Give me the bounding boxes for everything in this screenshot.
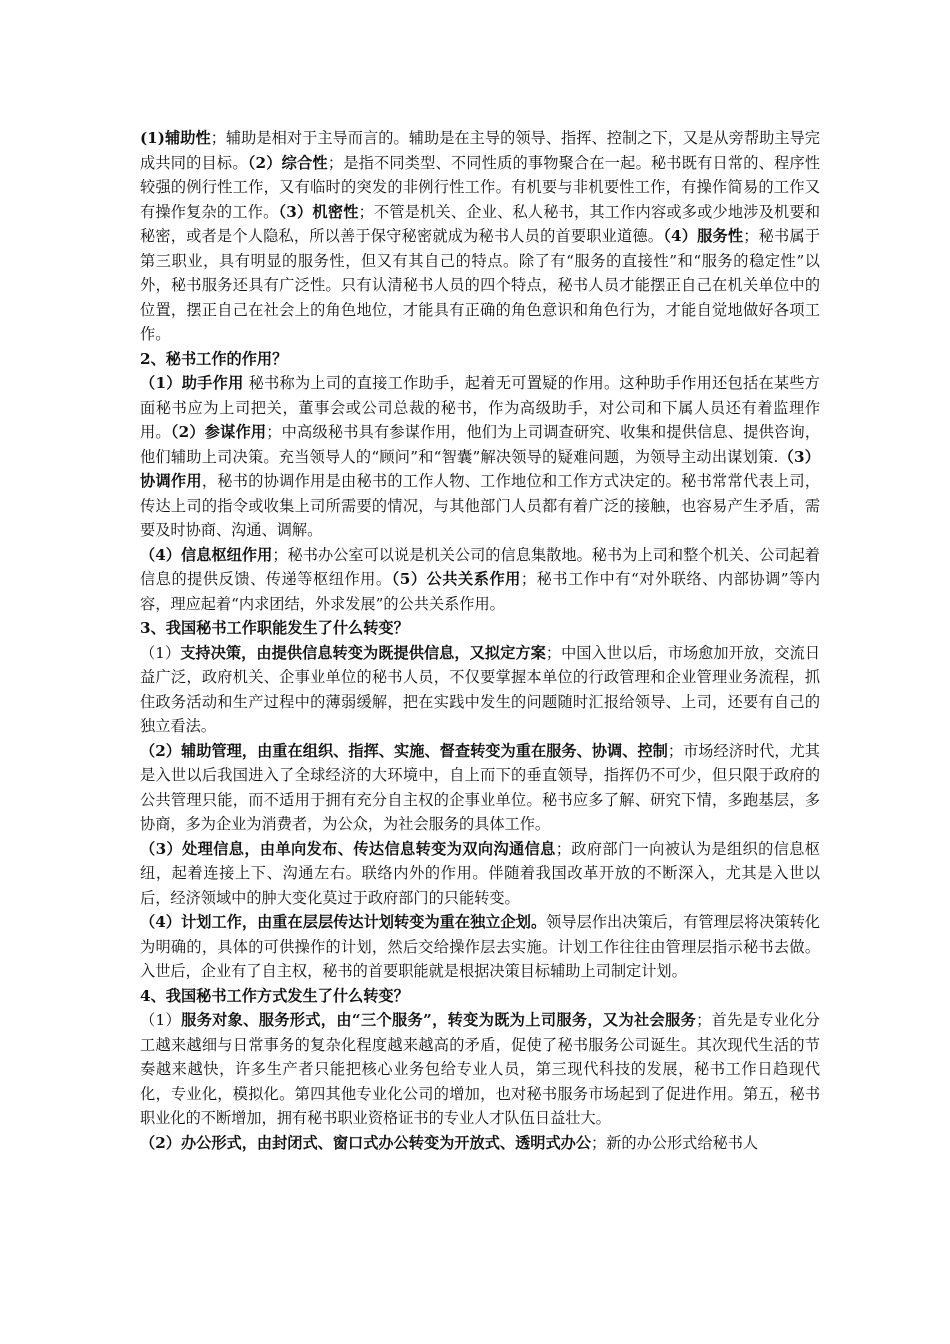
body-text: 领导层作出决策后，有管理层将决策转化为明确的，具体的可供操作的计划，然后交给操作层去实施。计划工作往往由管理层指示秘书去做。入世后，企业有了自主权，秘书的首要职能就是根据决策目标辅助上司制定计划。 xyxy=(140,913,820,980)
body-text: （1） xyxy=(140,1011,182,1029)
body-text: ；秘书工作中有“对外联络、内部协调”等内容，理应起着“内求团结，外求发展”的公共关系作用。 xyxy=(140,570,821,613)
bold-term: （3）协调作用 xyxy=(140,447,820,490)
bold-term: （4）信息枢纽作用 xyxy=(140,545,273,564)
bold-term: （1）助手作用 xyxy=(140,374,244,392)
bold-term: 支持决策，由提供信息转变为既提供信息，又拟定方案 xyxy=(180,643,546,662)
paragraph xyxy=(140,910,820,984)
body-text: ；秘书属于第三职业，具有明显的服务性，但又有其自己的特点。除了有“服务的直接性”和“服务的稳定性”以外，秘书服务还具有广泛性。只有认清秘书人员的四个特点，秘书人员才能摆正自己在机关单位中的位置，摆正自己在社会上的角色地位，才能具有正确的角色意识和角色行为，才能自觉地做好各项工作。 xyxy=(140,227,821,343)
body-text: ；新的办公形式给秘书人 xyxy=(591,1133,759,1152)
body-text: ；不管是机关、企业、私人秘书，其工作内容或多或少地涉及机要和秘密，或者是个人隐私，所以善于保守秘密就成为秘书人员的首要职业道德。 xyxy=(140,202,821,245)
body-text: ；秘书办公室可以说是机关公司的信息集散地。秘书为上司和整个机关、公司起着信息的提供反馈、传递等枢纽作用。 xyxy=(140,545,820,588)
body-text: （1） xyxy=(140,643,181,662)
body-text: ；首先是专业化分工越来越细与日常事务的复杂化程度越来越高的矛盾，促使了秘书服务公司诞生。其次现代生活的节奏越来越快，许多生产者只能把核心业务包给专业人员，第三现代科技的发展，秘书工作日趋现代化，专业化，模拟化。第四其他专业化公司的增加，也对秘书服务市场起到了促进作用。第五，秘书职业化的不断增加，拥有秘书职业资格证书的专业人才队伍日益壮大。 xyxy=(140,1011,820,1127)
paragraph xyxy=(140,641,820,739)
paragraph xyxy=(140,1131,820,1156)
section-heading: 2、秘书工作的作用？ xyxy=(140,349,288,368)
paragraph xyxy=(140,126,820,347)
bold-term: （3）机密性 xyxy=(278,202,359,221)
paragraph xyxy=(140,371,820,543)
body-text: 秘书称为上司的直接工作助手，起着无可置疑的作用。这种助手作用还包括在某些方面秘书应为上司把关，董事会或公司总裁的秘书，作为高级助手，对公司和下属人员还有着监理作用。 xyxy=(140,374,820,441)
bold-term: （2）辅助管理，由重在组织、指挥、实施、督查转变为重在服务、协调、控制 xyxy=(140,741,668,760)
paragraph xyxy=(140,1008,820,1131)
bold-term: 服务对象、服务形式，由“三个服务”，转变为既为上司服务，又为社会服务 xyxy=(181,1011,697,1029)
bold-term: （4）服务性 xyxy=(663,227,744,245)
body-text: ，秘书的协调作用是由秘书的工作人物、工作地位和工作方式决定的。秘书常常代表上司，传达上司的指令或收集上司所需要的情况，与其他部门人员都有着广泛的接触，也容易产生矛盾，需要及时协商、沟通、调解。 xyxy=(140,472,821,539)
section-heading: 3、我国秘书工作职能发生了什么转变？ xyxy=(140,619,409,637)
paragraph xyxy=(140,837,820,911)
bold-term: （5）公共关系作用 xyxy=(391,570,521,588)
bold-term: （2）办公形式，由封闭式、窗口式办公转变为开放式、透明式办公 xyxy=(140,1133,592,1152)
bold-term: (1)辅助性 xyxy=(140,129,211,147)
body-text: ；辅助是相对于主导而言的。辅助是在主导的领导、指挥、控制之下，又是从旁帮助主导完成共同的目标。 xyxy=(140,129,820,172)
paragraph xyxy=(140,543,820,617)
bold-term: （4）计划工作，由重在层层传达计划转变为重在独立企划。 xyxy=(140,913,547,931)
document-body xyxy=(140,126,820,1155)
bold-term: （3）处理信息，由单向发布、传达信息转变为双向沟通信息 xyxy=(140,839,556,858)
paragraph xyxy=(140,739,820,837)
bold-term: （2）综合性 xyxy=(247,153,328,172)
bold-term: （2）参谋作用 xyxy=(170,423,267,441)
body-text: ；中国入世以后，市场愈加开放，交流日益广泛，政府机关、企事业单位的秘书人员，不仅要掌握本单位的行政管理和企业管理业务流程，抓住政务活动和生产过程中的薄弱缓解，把在实践中发生的问题随时汇报给领导、上司，还要有自己的独立看法。 xyxy=(140,643,821,735)
section-heading: 4、我国秘书工作方式发生了什么转变？ xyxy=(140,986,409,1005)
body-text: ；市场经济时代，尤其是入世以后我国进入了全球经济的大环境中，自上而下的垂直领导，指挥仍不可少，但只限于政府的公共管理只能，而不适用于拥有充分自主权的企事业单位。秘书应多了解、研究下情，多跑基层，多协商，多为企业为消费者，为公众，为社会服务的具体工作。 xyxy=(140,741,820,833)
body-text: ；政府部门一向被认为是组织的信息枢纽，起着连接上下、沟通左右。联络内外的作用。伴随着我国改革开放的不断深入，尤其是入世以后，经济领域中的肿大变化莫过于政府部门的只能转变。 xyxy=(140,839,820,907)
body-text: ；中高级秘书具有参谋作用，他们为上司调查研究、收集和提供信息、提供咨询，他们辅助上司决策。充当领导人的“顾问”和“智囊”解决领导的疑难问题，为领导主动出谋划策. xyxy=(140,423,821,466)
body-text: ；是指不同类型、不同性质的事物聚合在一起。秘书既有日常的、程序性较强的例行性工作，又有临时的突发的非例行性工作。有机要与非机要性工作，有操作简易的工作又有操作复杂的工作。 xyxy=(140,153,821,221)
